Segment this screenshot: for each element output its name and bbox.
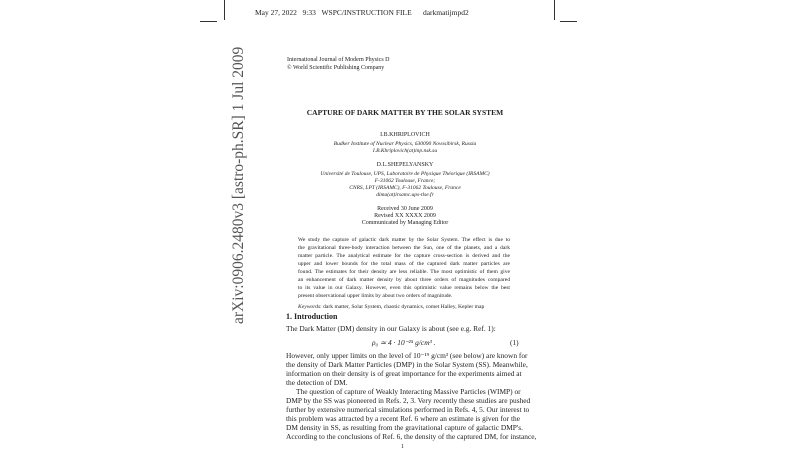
body-line: DMP by the SS was pioneered in Refs. 2, 3. Very recently these studies are pushed [286,396,531,405]
journal-publisher: © World Scientific Publishing Company [287,65,385,71]
body-line: However, only upper limits on the level of 10⁻¹⁹ g/cm³ (see below) are known for [286,351,528,360]
abstract-line: matter particle. The analytical estimate for the capture cross-section is derived and the [298,253,510,259]
author-name: D.L.SHEPELYANSKY [376,162,434,168]
keywords-label: Keywords [298,304,321,310]
body-line: the detection of DM. [286,378,348,387]
revised-date: Revised XX XXXX 2009 [374,213,436,219]
author-affiliation: Budker Institute of Nuclear Physics, 630090 Novosibirsk, Russia [333,141,477,147]
author-affiliation: Université de Toulouse, UPS, Laboratoire de Physique Théorique (IRSAMC) [320,171,490,177]
header-file-name: darkmatijmpd2 [422,8,469,17]
abstract-line: present observational upper limits by about two orders of magnitude. [298,293,453,299]
body-line: information on their density is of great importance for the experiments aimed at [286,369,522,378]
abstract-line: the gravitational three-body interaction between the Sun, one of the planets, and a dark [298,245,510,251]
header-file-type: WSPC/INSTRUCTION FILE [321,8,412,17]
equation-number: (1) [510,338,519,347]
header-time: 9:33 [302,8,316,17]
author-affiliation: CNRS, LPT (IRSAMC), F-31062 Toulouse, France [349,185,461,191]
author-affiliation: F-31062 Toulouse, France; [374,178,436,184]
crop-mark [554,0,555,20]
header-date: May 27, 2022 [255,8,297,17]
body-line: According to the conclusions of Ref. 6, the density of the captured DM, for instance, [286,432,537,441]
abstract-line: an enhancement of dark matter density by about three orders of magnitudes compared [298,277,510,283]
paper-title: CAPTURE OF DARK MATTER BY THE SOLAR SYSTEM [306,108,504,117]
running-header [255,8,469,17]
crop-mark [200,21,217,22]
abstract-line: to its value in our Galaxy. However, even this optimistic value remains below the best [298,285,510,291]
keywords [298,304,484,310]
author-email: dima(at)irsamc.ups-tlse.fr [376,192,434,198]
body-line: further by extensive numerical simulations performed in Refs. 4, 5. Our interest to [286,405,530,414]
crop-mark [560,21,577,22]
body-line: The question of capture of Weakly Interacting Massive Particles (WIMP) or [296,387,521,396]
section-heading: 1. Introduction [286,312,338,321]
abstract-line: upper and lower bounds for the total mass of the captured dark matter particles are [298,261,510,267]
author-email: I.B.Khriplovich(at)inp.nsk.su [372,148,438,154]
author-name: I.B.KHRIPLOVICH [380,132,430,138]
received-date: Received 30 June 2009 [377,206,433,212]
body-line: the density of Dark Matter Particles (DMP) in the Solar System (SS). Meanwhile, [286,360,528,369]
crop-mark [224,0,225,20]
body-line: The Dark Matter (DM) density in our Galaxy is about (see e.g. Ref. 1): [286,324,496,333]
journal-name: International Journal of Modern Physics D [287,57,390,63]
abstract-line: found. The estimates for their density are less reliable. The most optimistic of them give [298,269,510,275]
body-line: DM density in SS, as resulting from the gravitational capture of galactic DMP's. [286,423,523,432]
equation: ρ₀ ≃ 4 · 10⁻²⁵ g/cm³ . [372,338,436,347]
arxiv-stamp: arXiv:0906.2480v3 [astro-ph.SR] 1 Jul 2009 [230,46,247,324]
body-line: this problem was attracted by a recent Ref. 6 where an estimate is given for the [286,414,520,423]
page-number: 1 [401,444,404,450]
keywords-list: : dark matter, Solar System, chaotic dynamics, comet Halley, Kepler map [320,304,485,310]
abstract-line: We study the capture of galactic dark matter by the Solar System. The effect is due to [298,237,510,243]
communicated-by: Communicated by Managing Editor [361,220,449,226]
